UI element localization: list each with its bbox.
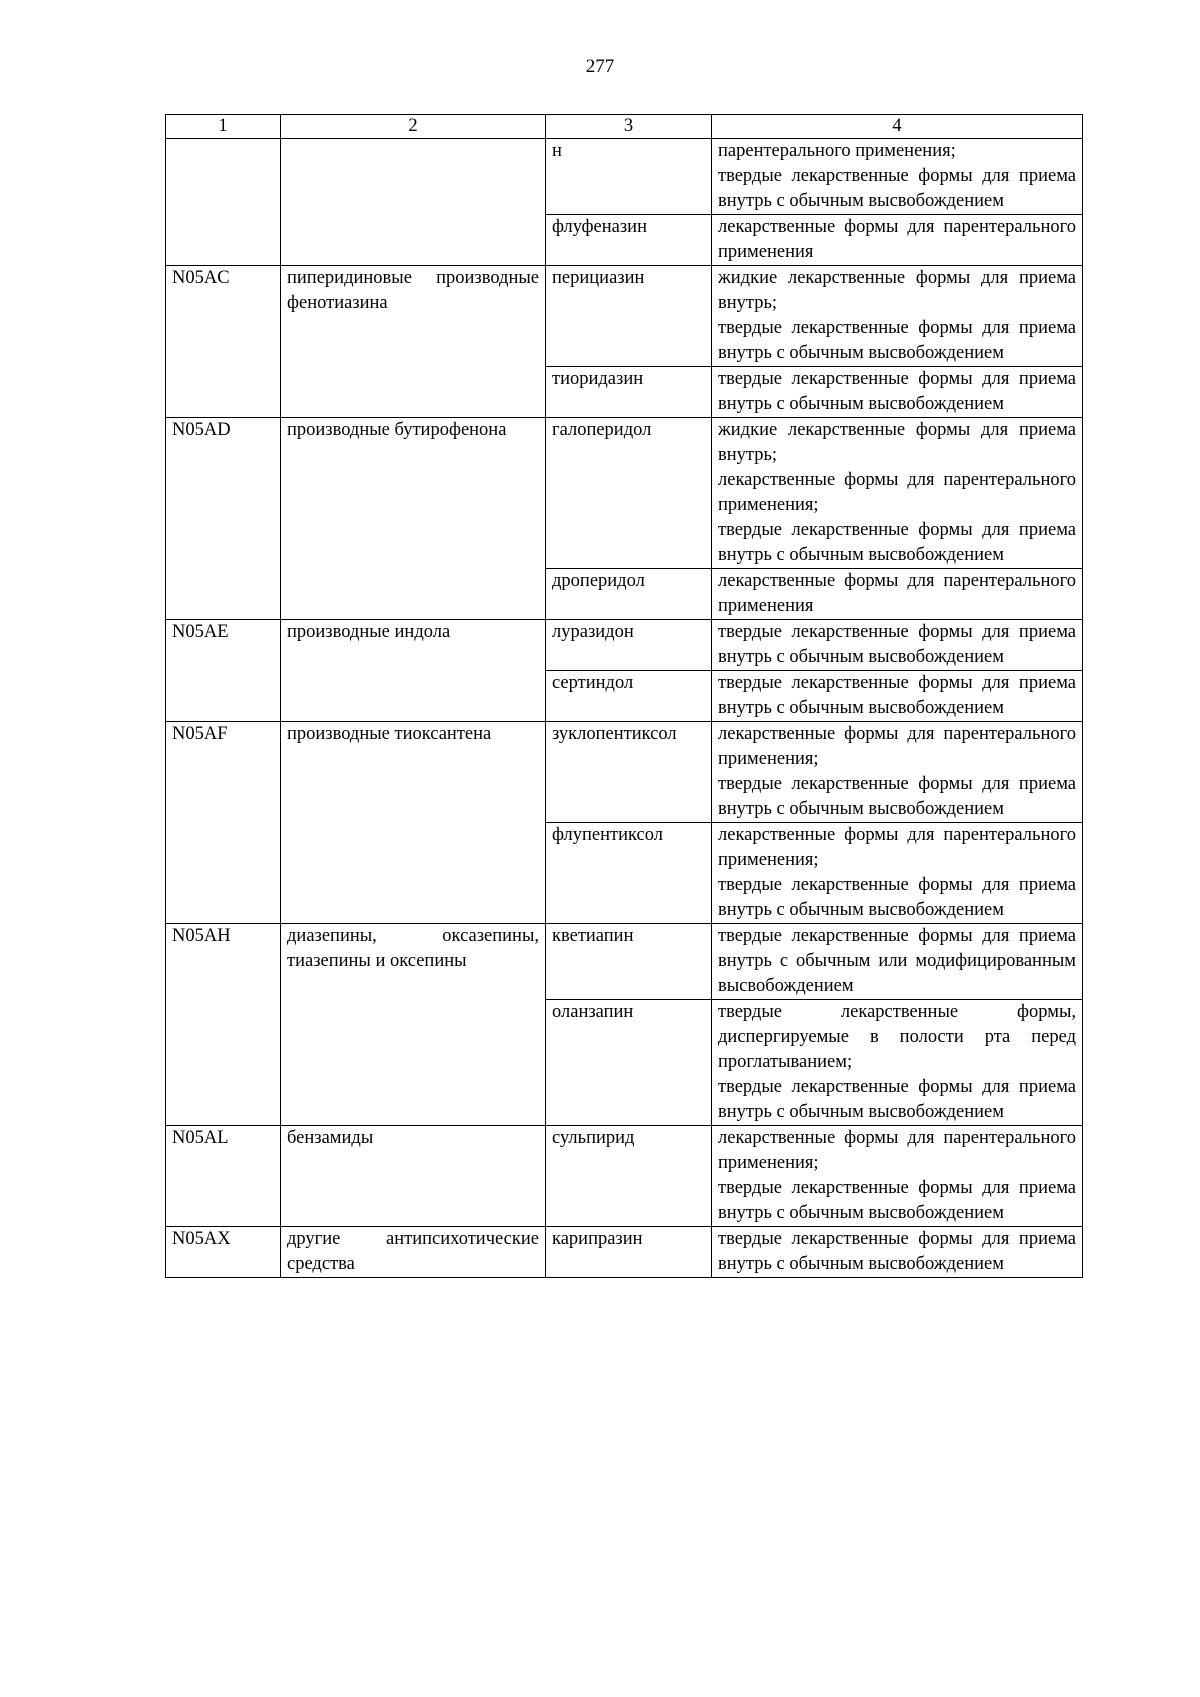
dosage-forms-cell bbox=[712, 215, 1083, 266]
dosage-form-text: парентерального применения; bbox=[718, 141, 956, 161]
dosage-forms-cell bbox=[712, 924, 1083, 1000]
group-name-cell: пиперидиновые производные фенотиазина bbox=[281, 266, 546, 418]
dosage-form-text: жидкие лекарственные формы для приема внутрь; bbox=[718, 420, 1076, 465]
group-name-cell: диазепины, оксазепины, тиазепины и оксепины bbox=[281, 924, 546, 1126]
table-row bbox=[166, 1126, 1083, 1227]
dosage-form-text: твердые лекарственные формы для приема внутрь с обычным высвобождением bbox=[718, 774, 1076, 819]
dosage-forms-cell bbox=[712, 722, 1083, 823]
dosage-form-text: твердые лекарственные формы для приема внутрь с обычным или модифицированным высвобождением bbox=[718, 926, 1076, 996]
group-name-cell: производные тиоксантена bbox=[281, 722, 546, 924]
drug-name-cell: карипразин bbox=[546, 1227, 712, 1278]
dosage-form-text: твердые лекарственные формы для приема внутрь с обычным высвобождением bbox=[718, 1077, 1076, 1122]
group-name-cell: другие антипсихотические средства bbox=[281, 1227, 546, 1278]
dosage-form-text: твердые лекарственные формы для приема внутрь с обычным высвобождением bbox=[718, 1229, 1076, 1274]
header-col-1: 1 bbox=[166, 115, 281, 139]
dosage-form-text: лекарственные формы для парентерального применения; bbox=[718, 470, 1076, 515]
group-name-cell bbox=[281, 139, 546, 266]
dosage-forms-cell bbox=[712, 620, 1083, 671]
drug-name-cell: тиоридазин bbox=[546, 367, 712, 418]
atc-code-cell: N05AE bbox=[166, 620, 281, 722]
drug-name-cell: зуклопентиксол bbox=[546, 722, 712, 823]
dosage-forms-cell bbox=[712, 1126, 1083, 1227]
table-body bbox=[166, 139, 1083, 1278]
header-row bbox=[166, 115, 1083, 139]
table-row bbox=[166, 418, 1083, 569]
drug-name-cell: сертиндол bbox=[546, 671, 712, 722]
table-row bbox=[166, 924, 1083, 1000]
header-col-2: 2 bbox=[281, 115, 546, 139]
dosage-form-text: твердые лекарственные формы для приема внутрь с обычным высвобождением bbox=[718, 369, 1076, 414]
group-name-cell: производные индола bbox=[281, 620, 546, 722]
dosage-form-text: твердые лекарственные формы для приема внутрь с обычным высвобождением bbox=[718, 166, 1076, 211]
group-name-cell: бензамиды bbox=[281, 1126, 546, 1227]
table-row bbox=[166, 722, 1083, 823]
dosage-form-text: твердые лекарственные формы для приема внутрь с обычным высвобождением bbox=[718, 520, 1076, 565]
dosage-form-text: твердые лекарственные формы для приема внутрь с обычным высвобождением bbox=[718, 622, 1076, 667]
dosage-forms-cell bbox=[712, 367, 1083, 418]
dosage-forms-cell bbox=[712, 1000, 1083, 1126]
drug-table bbox=[165, 114, 1083, 1278]
dosage-form-text: твердые лекарственные формы, диспергируемые в полости рта перед проглатыванием; bbox=[718, 1002, 1076, 1072]
drug-name-cell: дроперидол bbox=[546, 569, 712, 620]
group-name-cell: производные бутирофенона bbox=[281, 418, 546, 620]
page-number: 277 bbox=[585, 56, 615, 77]
drug-name-cell: перициазин bbox=[546, 266, 712, 367]
drug-name-cell: луразидон bbox=[546, 620, 712, 671]
dosage-form-text: лекарственные формы для парентерального применения bbox=[718, 217, 1076, 262]
drug-name-cell: оланзапин bbox=[546, 1000, 712, 1126]
header-col-3: 3 bbox=[546, 115, 712, 139]
atc-code-cell: N05AL bbox=[166, 1126, 281, 1227]
atc-code-cell: N05AH bbox=[166, 924, 281, 1126]
dosage-form-text: лекарственные формы для парентерального применения bbox=[718, 571, 1076, 616]
header-col-4: 4 bbox=[712, 115, 1083, 139]
drug-name-cell: кветиапин bbox=[546, 924, 712, 1000]
table-row bbox=[166, 1227, 1083, 1278]
dosage-form-text: твердые лекарственные формы для приема внутрь с обычным высвобождением bbox=[718, 875, 1076, 920]
dosage-forms-cell bbox=[712, 418, 1083, 569]
dosage-form-text: твердые лекарственные формы для приема внутрь с обычным высвобождением bbox=[718, 673, 1076, 718]
drug-name-cell: сульпирид bbox=[546, 1126, 712, 1227]
atc-code-cell: N05AX bbox=[166, 1227, 281, 1278]
dosage-forms-cell bbox=[712, 671, 1083, 722]
dosage-forms-cell bbox=[712, 266, 1083, 367]
drug-name-cell: флуфеназин bbox=[546, 215, 712, 266]
dosage-form-text: лекарственные формы для парентерального применения; bbox=[718, 1128, 1076, 1173]
dosage-forms-cell bbox=[712, 823, 1083, 924]
table-row bbox=[166, 266, 1083, 367]
table-row bbox=[166, 620, 1083, 671]
dosage-form-text: твердые лекарственные формы для приема внутрь с обычным высвобождением bbox=[718, 318, 1076, 363]
dosage-forms-cell bbox=[712, 569, 1083, 620]
dosage-forms-cell bbox=[712, 1227, 1083, 1278]
atc-code-cell: N05AC bbox=[166, 266, 281, 418]
drug-name-cell: флупентиксол bbox=[546, 823, 712, 924]
dosage-form-text: жидкие лекарственные формы для приема внутрь; bbox=[718, 268, 1076, 313]
dosage-form-text: твердые лекарственные формы для приема внутрь с обычным высвобождением bbox=[718, 1178, 1076, 1223]
table-row bbox=[166, 139, 1083, 215]
atc-code-cell: N05AF bbox=[166, 722, 281, 924]
dosage-form-text: лекарственные формы для парентерального применения; bbox=[718, 825, 1076, 870]
atc-code-cell bbox=[166, 139, 281, 266]
atc-code-cell: N05AD bbox=[166, 418, 281, 620]
dosage-forms-cell bbox=[712, 139, 1083, 215]
dosage-form-text: лекарственные формы для парентерального применения; bbox=[718, 724, 1076, 769]
drug-name-cell: галоперидол bbox=[546, 418, 712, 569]
drug-name-cell: н bbox=[546, 139, 712, 215]
